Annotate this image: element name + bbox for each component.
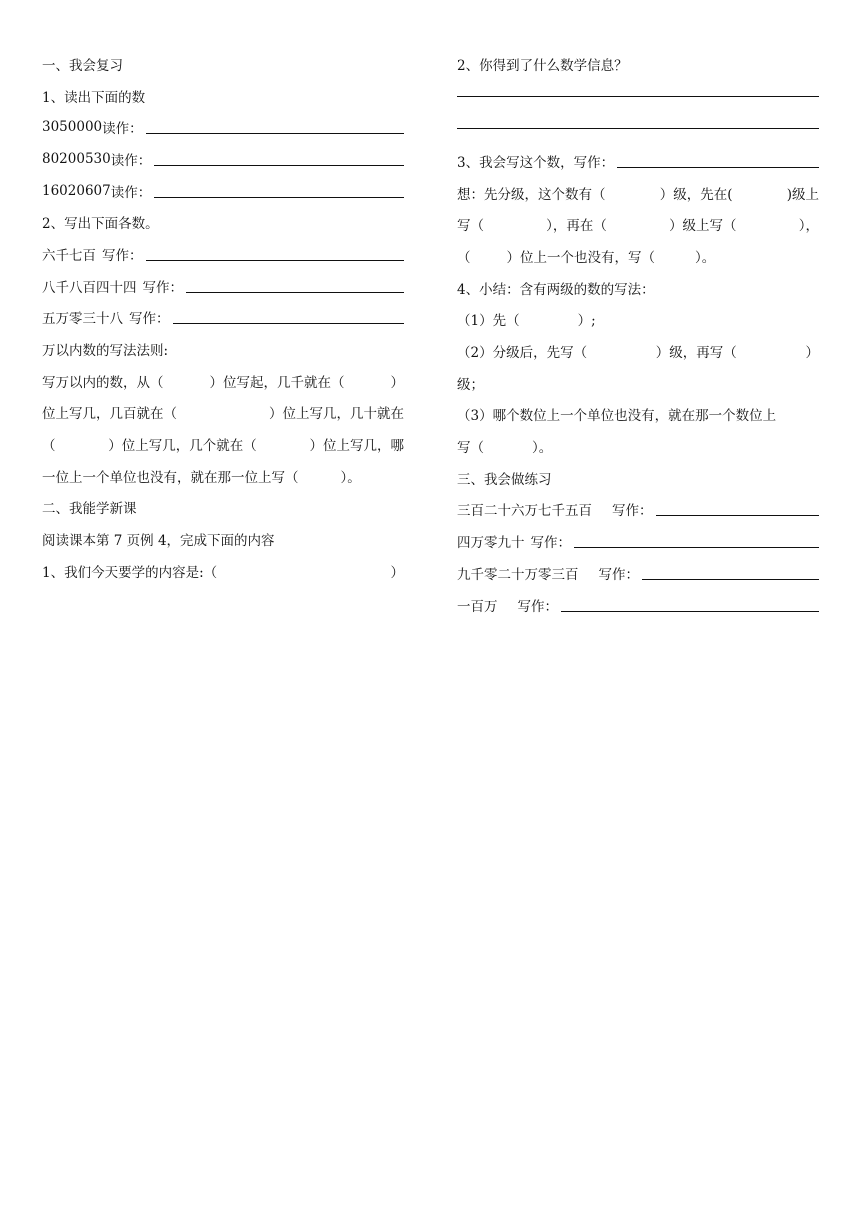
answer-line[interactable]: [154, 184, 404, 198]
question-math-info: 2、你得到了什么数学信息？: [457, 57, 628, 74]
practice-item: 一百万 写作：: [457, 589, 819, 621]
summary-step-3-cont: 写（ ）。: [457, 440, 553, 457]
answer-line[interactable]: [146, 120, 404, 134]
read-item: 16020607 读作：: [42, 175, 404, 207]
answer-line[interactable]: [574, 534, 819, 548]
section-review-title: 一、我会复习: [42, 57, 123, 74]
answer-line[interactable]: [617, 154, 819, 168]
answer-line[interactable]: [561, 598, 819, 612]
summary-step-3: （3）哪个数位上一个单位也没有，就在那一个数位上: [457, 408, 777, 425]
rule-line: 位上写几，几百就在（ ）位上写几，几十就在: [42, 406, 404, 423]
answer-line[interactable]: [457, 80, 819, 97]
think-line: （ ）位上一个也没有，写（ ）。: [457, 249, 716, 266]
read-item: 3050000 读作：: [42, 111, 404, 143]
practice-item: 三百二十六万七千五百 写作：: [457, 494, 819, 526]
answer-line[interactable]: [186, 279, 404, 293]
question-read-numbers: 1、读出下面的数: [42, 89, 146, 106]
left-column: [42, 48, 404, 587]
read-item: 80200530 读作：: [42, 143, 404, 175]
write-item: 八千八百四十四 写作：: [42, 270, 404, 302]
summary-step-1: （1）先（ ）;: [457, 313, 596, 330]
rule-title: 万以内数的写法法则:: [42, 343, 169, 360]
reading-instruction: 阅读课本第 7 页例 4，完成下面的内容: [42, 533, 275, 550]
answer-line[interactable]: [457, 112, 819, 129]
question-write-number: 3、我会写这个数，写作：: [457, 145, 819, 177]
answer-line[interactable]: [656, 502, 820, 516]
write-item: 五万零三十八 写作：: [42, 302, 404, 334]
section-new-lesson-title: 二、我能学新课: [42, 501, 137, 518]
practice-item: 四万零九十 写作：: [457, 525, 819, 557]
rule-line: 写万以内的数，从（ ）位写起，几千就在（ ）: [42, 374, 404, 391]
think-line: 想：先分级，这个数有（ ）级，先在( )级上: [457, 186, 819, 203]
question-today-content: 1、我们今天要学的内容是:（ ）: [42, 564, 404, 581]
answer-line[interactable]: [146, 247, 405, 261]
section-practice-title: 三、我会做练习: [457, 471, 552, 488]
practice-item: 九千零二十万零三百 写作：: [457, 557, 819, 589]
summary-step-2: （2）分级后，先写（ ）级，再写（ ）: [457, 345, 819, 362]
rule-line: （ ）位上写几，几个就在（ ）位上写几，哪: [42, 438, 404, 455]
answer-line[interactable]: [642, 566, 819, 580]
right-column: [457, 48, 819, 620]
summary-step-2-cont: 级；: [457, 376, 484, 393]
answer-line[interactable]: [173, 310, 405, 324]
rule-line: 一位上一个单位也没有，就在那一位上写（ ）。: [42, 469, 361, 486]
question-write-numbers: 2、写出下面各数。: [42, 216, 159, 233]
answer-line[interactable]: [154, 152, 404, 166]
write-item: 六千七百 写作：: [42, 238, 404, 270]
summary-title: 4、小结：含有两级的数的写法：: [457, 281, 655, 298]
think-line: 写（ ），再在（ ）级上写（ ），: [457, 218, 819, 235]
